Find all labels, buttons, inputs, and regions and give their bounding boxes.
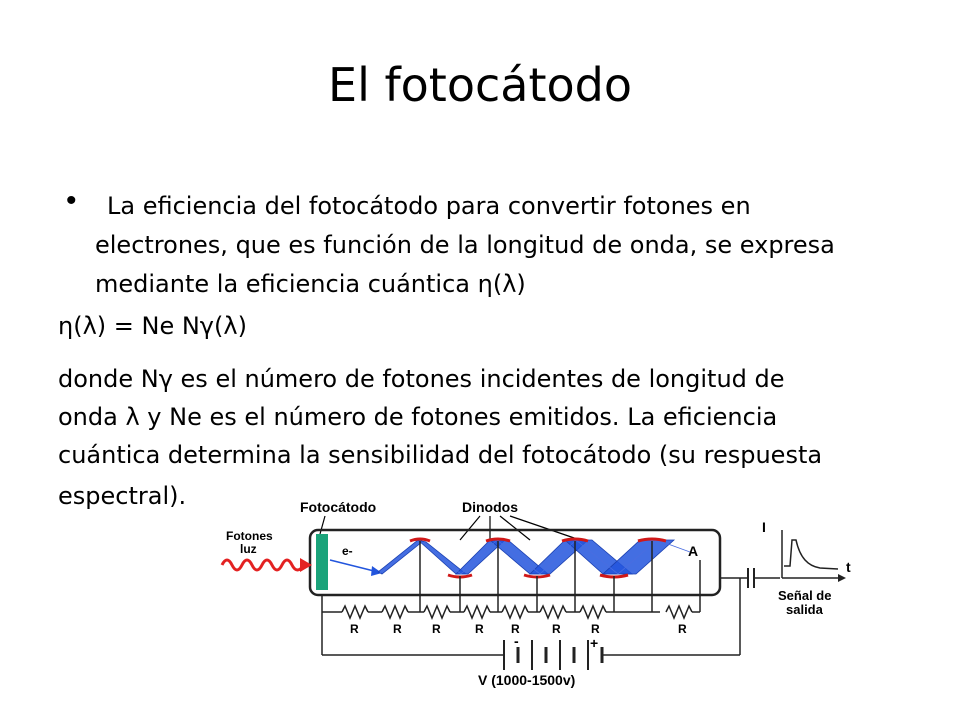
electron-path xyxy=(330,560,378,572)
photon-wave xyxy=(222,560,304,570)
label-dinodos: Dinodos xyxy=(462,499,518,515)
bullet-point: • xyxy=(66,184,77,217)
battery-minus: - xyxy=(514,633,519,649)
resistor-label: R xyxy=(591,622,600,636)
para-line-3: cuántica determina la sensibilidad del fotocátodo (su respuesta xyxy=(58,441,823,469)
resistor-label: R xyxy=(475,622,484,636)
resistor-label: R xyxy=(350,622,359,636)
photocathode xyxy=(316,534,328,590)
resistor-chain xyxy=(322,606,700,618)
resistor-label: R xyxy=(552,622,561,636)
output-capacitor xyxy=(720,568,780,588)
para-line-1: donde Nγ es el número de fotones incidentes de longitud de xyxy=(58,365,785,393)
label-fotocatodo: Fotocátodo xyxy=(300,499,377,515)
output-signal-plot xyxy=(782,530,846,582)
label-fotones: Fotones xyxy=(226,529,273,543)
slide-title: El fotocátodo xyxy=(328,58,632,112)
label-time: t xyxy=(846,559,851,575)
para-line-4: espectral). xyxy=(58,482,187,510)
label-salida: salida xyxy=(786,602,823,617)
bullet-line-3: mediante la eficiencia cuántica η(λ) xyxy=(95,270,526,298)
label-leader-lines xyxy=(320,516,580,540)
para-line-2: onda λ y Ne es el número de fotones emitidos. La eficiencia xyxy=(58,403,778,431)
resistor-label: R xyxy=(432,622,441,636)
resistor-label: R xyxy=(678,622,687,636)
resistor-label: R xyxy=(511,622,520,636)
resistor-label: R xyxy=(393,622,402,636)
label-current: I xyxy=(762,519,766,535)
label-voltage: V (1000-1500v) xyxy=(478,672,576,688)
electron-cascade xyxy=(378,540,674,574)
label-senal: Señal de xyxy=(778,588,832,603)
efficiency-equation: η(λ) = Ne Nγ(λ) xyxy=(58,312,247,340)
bullet-line-1: La eficiencia del fotocátodo para convertir fotones en xyxy=(107,192,751,220)
battery-plus: + xyxy=(590,635,599,651)
label-electron: e- xyxy=(342,544,353,558)
label-luz: luz xyxy=(240,542,257,556)
label-anode: A xyxy=(688,543,699,559)
bullet-line-2: electrones, que es función de la longitud de onda, se expresa xyxy=(95,231,835,259)
